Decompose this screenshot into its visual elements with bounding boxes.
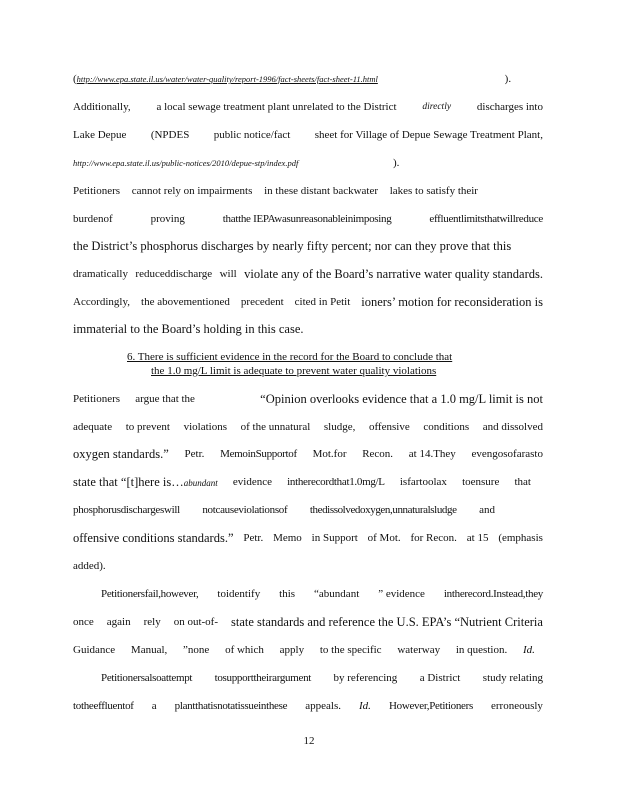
text-segment: state that “[t]here is… [73,475,184,489]
text-segment: Petitioners [73,393,121,405]
text-segment: erroneously [490,700,543,712]
text-segment: adequate [73,421,113,433]
text-segment: phosphorusdischargeswill [73,504,180,516]
text-segment: public notice/fact [213,129,291,141]
text-segment: violations [183,421,227,433]
text-segment: a local sewage treatment plant unrelated to the District [156,101,397,113]
text-segment: intherecordthat1.0mg/L [287,476,385,488]
text-segment: precedent [240,296,284,308]
text-line [73,267,543,281]
text-segment: Lake Depue [73,129,127,141]
text-segment: this [279,588,296,600]
citation-line [73,156,543,170]
close-paren: ). [504,73,512,85]
text-segment: “abundant [314,588,360,600]
text-line [73,531,543,545]
text-segment: offensive conditions standards.” [73,531,234,545]
text-segment: notcauseviolationsof [202,504,288,516]
text-segment: Petr. [243,532,264,544]
text-segment: of which [225,644,264,656]
text-segment: at 14.They [408,448,456,460]
text-segment: immaterial to the Board’s holding in this case. [73,322,304,336]
text-segment: evidence [232,476,272,488]
text-segment: of Mot. [367,532,401,544]
text-segment: and dissolved [482,421,543,433]
text-segment: However,Petitioners [388,700,473,712]
text-segment: lakes to satisfy their [389,185,478,197]
text-segment: to the specific [319,644,382,656]
text-segment: (NPDES [150,129,190,141]
text-segment: oxygen standards.” [73,447,169,461]
text-segment: Memo [273,532,302,544]
text-line [73,392,543,406]
text-segment: discharges into [476,101,543,113]
text-segment: Manual, [130,644,168,656]
id-citation: Id. [522,644,535,656]
text-segment: ”none [183,644,210,656]
section-heading-line-2: the 1.0 mg/L limit is adequate to prevent water quality violations [151,365,437,377]
text-segment: toensure [462,476,500,488]
text-segment-italic: abundant [183,478,218,488]
text-segment: Petitionersfail,however, [101,588,199,600]
text-line [73,615,543,629]
text-segment: apply [279,644,305,656]
text-segment: evengosofarasto [471,448,543,460]
text-segment: tosupporttheirargument [214,672,312,684]
text-segment: ” evidence [378,588,425,600]
text-line [73,503,543,517]
close-paren: ). [393,157,400,169]
text-segment: state standards and reference the U.S. EPA’s “Nutrient Criteria [231,615,543,629]
text-segment: thatthe IEPAwasunreasonableinimposing [222,213,392,225]
text-segment: toidentify [217,588,261,600]
text-line [73,559,543,573]
text-segment: proving [150,213,185,225]
text-segment: once [73,616,94,628]
text-segment: to prevent [125,421,170,433]
text-segment: will [219,268,237,280]
text-segment: Petitionersalsoattempt [101,672,193,684]
text-segment-italic: directly [422,102,452,112]
text-segment: thedissolvedoxygen,unnaturalsludge [309,504,457,516]
text-segment: the District’s phosphorus discharges by nearly fifty percent; nor can they prove that this [73,239,512,253]
text-segment: on out-of- [173,616,218,628]
text-segment: that [514,476,531,488]
text-segment: for Recon. [410,532,457,544]
text-line [73,239,543,253]
text-segment: in question. [455,644,508,656]
text-segment: appeals. [305,700,341,712]
text-segment: study relating [482,672,543,684]
text-line [73,128,543,142]
text-segment: (emphasis [498,532,543,544]
text-segment: the abovementioned [141,296,230,308]
section-heading-line-1: 6. There is sufficient evidence in the record for the Board to conclude that [127,351,453,363]
text-segment: plantthatisnotatissueinthese [174,700,288,712]
text-segment: effluentlimitsthatwillreduce [429,213,543,225]
text-segment: rely [143,616,161,628]
text-line [73,671,543,685]
text-line [73,475,543,490]
text-segment: Accordingly, [73,296,131,308]
text-segment: conditions [423,421,470,433]
text-segment: MemoinSupportof [220,448,297,460]
text-segment: Petitioners [73,185,121,197]
text-segment: ioners’ motion for reconsideration is [361,295,543,309]
text-line [73,587,543,601]
text-segment: in these distant backwater [264,185,379,197]
text-segment: dramatically [73,268,128,280]
text-segment: sheet for Village of Depue Sewage Treatment Plant, [314,129,543,141]
text-segment: sludge, [323,421,356,433]
text-segment: added). [73,560,106,572]
text-line [73,212,543,226]
text-line [73,322,543,336]
text-segment: isfartoolax [399,476,447,488]
text-segment: Guidance [73,644,116,656]
text-segment: argue that the [135,393,195,405]
text-segment: “Opinion overlooks evidence that a 1.0 mg/L limit is not [260,392,543,406]
text-line [73,643,543,657]
text-segment: Additionally, [73,101,131,113]
citation-line [73,72,543,86]
text-segment: offensive [368,421,410,433]
id-citation: Id. [359,700,371,712]
text-segment: intherecord.Instead,they [443,588,543,600]
open-paren: ( [73,73,77,85]
text-segment: reduceddischarge [135,268,213,280]
text-line [73,699,543,713]
text-segment: waterway [397,644,441,656]
page-number: 12 [303,735,315,747]
text-segment: at 15 [466,532,489,544]
text-segment: violate any of the Board’s narrative water quality standards. [244,267,543,281]
fact-sheet-link[interactable]: http://www.epa.state.il.us/water/water-quality/report-1996/fact-sheets/fact-sheet-11.html [76,74,378,84]
text-segment: again [106,616,131,628]
text-line [73,447,543,461]
text-line [73,295,543,309]
text-segment: totheeffluentof [73,700,134,712]
text-segment: a District [419,672,461,684]
text-segment: cannot rely on impairments [131,185,253,197]
text-segment: by referencing [333,672,398,684]
text-segment: a [151,700,157,712]
text-segment: burdenof [73,213,113,225]
text-segment: Mot.for [312,448,347,460]
text-segment: Recon. [362,448,394,460]
text-segment: Petr. [184,448,205,460]
text-line [73,100,543,114]
text-line [73,184,543,198]
text-line [73,420,543,434]
text-segment: and [479,504,495,516]
text-segment: of the unnatural [240,421,311,433]
public-notice-link[interactable]: http://www.epa.state.il.us/public-notices/2010/depue-stp/index.pdf [73,158,299,168]
text-segment: cited in Petit [294,296,351,308]
text-segment: in Support [311,532,358,544]
